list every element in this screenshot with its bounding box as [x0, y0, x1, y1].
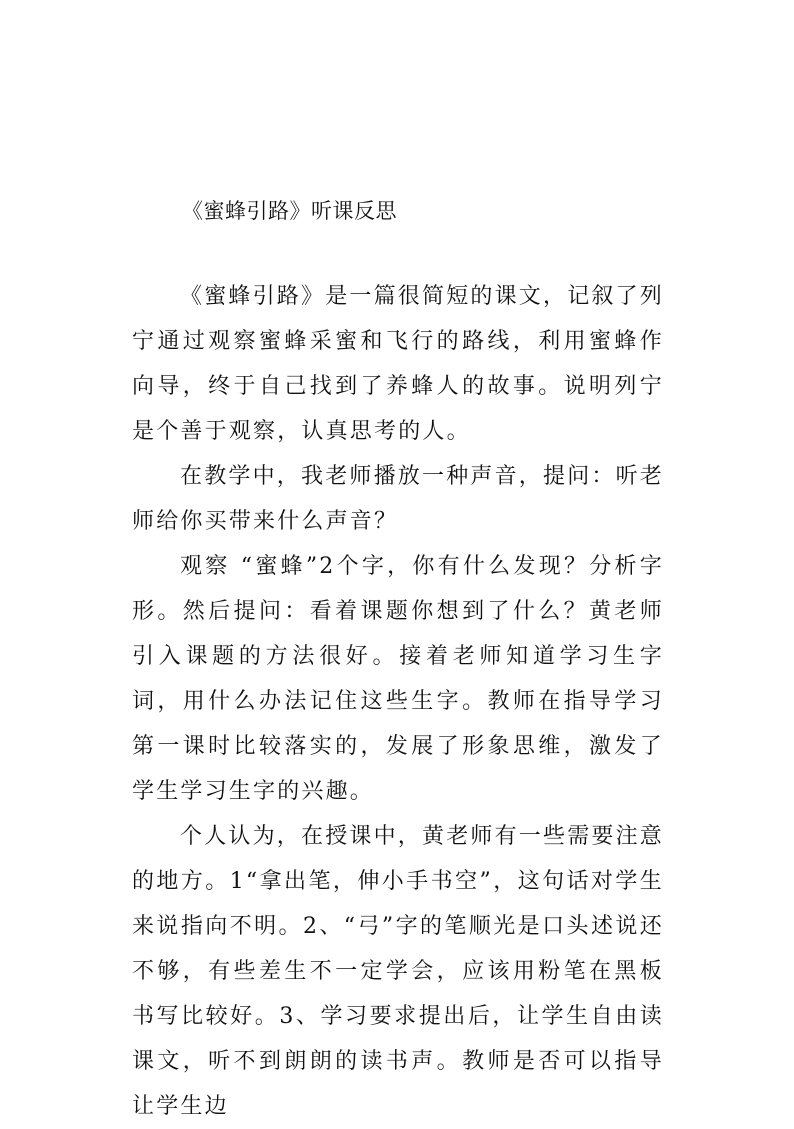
- paragraph-4: 个人认为，在授课中，黄老师有一些需要注意的地方。1“拿出笔，伸小手书空”，这句话对学生来说指向不明。2、“弓”字的笔顺光是口头述说还不够，有些差生不一定学会，应该用粉笔在黑板书写比较好。3、学习要求提出后，让学生自由读课文，听不到朗朗的读书声。教师是否可以指导让学生边: [132, 824, 665, 1119]
- document-title: 《蜜蜂引路》听课反思: [182, 199, 397, 223]
- paragraph-2: 在教学中，我老师播放一种声音，提问：听老师给你买带来什么声音？: [132, 464, 665, 534]
- document-body: [132, 274, 664, 1129]
- paragraph-1: 《蜜蜂引路》是一篇很简短的课文，记叙了列宁通过观察蜜蜂采蜜和飞行的路线，利用蜜蜂作向导，终于自己找到了养蜂人的故事。说明列宁是个善于观察，认真思考的人。: [132, 284, 665, 444]
- paragraph-3: 观察 “蜜蜂”2个字，你有什么发现？分析字形。然后提问：看着课题你想到了什么？黄老师引入课题的方法很好。接着老师知道学习生字词，用什么办法记住这些生字。教师在指导学习第一课时比较落实的，发展了形象思维，激发了学生学习生字的兴趣。: [132, 554, 664, 804]
